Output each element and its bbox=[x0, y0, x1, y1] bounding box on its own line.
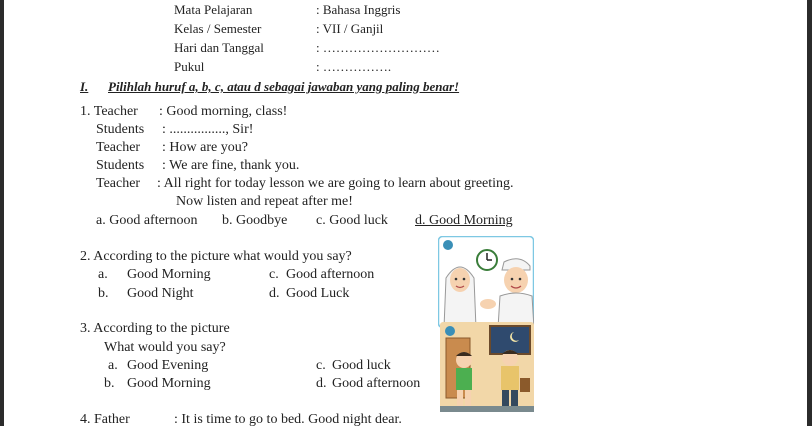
q2-option-text: Good Luck bbox=[286, 286, 350, 301]
time-value: : ……………. bbox=[316, 59, 392, 74]
q3-option-text: Good Morning bbox=[127, 376, 211, 391]
q1-line: : ................, Sir! bbox=[162, 122, 254, 137]
q3-option-letter: b. bbox=[104, 376, 115, 391]
q2-option-letter: a. bbox=[98, 267, 108, 282]
time-label: Pukul bbox=[174, 59, 205, 74]
q3-question: 3. According to the picture bbox=[80, 321, 230, 336]
q2-option-letter: d. bbox=[269, 286, 280, 301]
q3-question-continued: What would you say? bbox=[104, 340, 226, 355]
q4-line: : It is time to go to bed. Good night dear. bbox=[174, 412, 402, 427]
q2-option-text: Good Night bbox=[127, 286, 194, 301]
date-value: : ……………………… bbox=[316, 40, 440, 55]
q1-speaker: 1. Teacher bbox=[80, 104, 138, 119]
q2-option-letter: c. bbox=[269, 267, 279, 282]
q3-option-text: Good Evening bbox=[127, 358, 209, 373]
q1-line: : Good morning, class! bbox=[159, 104, 288, 119]
q1-option-d: d. Good Morning bbox=[415, 213, 513, 228]
q2-option-letter: b. bbox=[98, 286, 109, 301]
evening-illustration bbox=[440, 322, 534, 412]
q1-speaker: Students bbox=[96, 122, 145, 137]
q2-option-text: Good afternoon bbox=[286, 267, 375, 282]
q1-continuation: Now listen and repeat after me! bbox=[176, 194, 353, 209]
q3-option-letter: d. bbox=[316, 376, 327, 391]
section-instruction: Pilihlah huruf a, b, c, atau d sebagai jawaban yang paling benar! bbox=[108, 79, 460, 94]
q1-speaker: Teacher bbox=[96, 140, 141, 155]
section-number: I. bbox=[80, 79, 89, 94]
subject-label: Mata Pelajaran bbox=[174, 2, 253, 17]
greeting-picture bbox=[438, 236, 534, 328]
q3-option-letter: c. bbox=[316, 358, 326, 373]
q2-question: 2. According to the picture what would you say? bbox=[80, 249, 352, 264]
right-border bbox=[807, 0, 812, 426]
left-border bbox=[0, 0, 4, 426]
q1-line: : How are you? bbox=[162, 140, 248, 155]
q1-line: : We are fine, thank you. bbox=[162, 158, 300, 173]
q1-speaker: Teacher bbox=[96, 176, 141, 191]
class-value: : VII / Ganjil bbox=[316, 21, 384, 36]
q2-option-text: Good Morning bbox=[127, 267, 211, 282]
evening-picture bbox=[440, 322, 534, 412]
q1-option-b: b. Goodbye bbox=[222, 213, 288, 228]
date-label: Hari dan Tanggal bbox=[174, 40, 264, 55]
q1-option-c: c. Good luck bbox=[316, 213, 388, 228]
q1-line: : All right for today lesson we are going to learn about greeting. bbox=[157, 176, 514, 191]
greeting-illustration bbox=[438, 236, 534, 328]
q3-option-letter: a. bbox=[108, 358, 118, 373]
class-label: Kelas / Semester bbox=[174, 21, 262, 36]
q1-speaker: Students bbox=[96, 158, 145, 173]
q1-option-a: a. Good afternoon bbox=[96, 213, 198, 228]
subject-value: : Bahasa Inggris bbox=[316, 2, 401, 17]
q4-speaker: 4. Father bbox=[80, 412, 130, 427]
q3-option-text: Good afternoon bbox=[332, 376, 421, 391]
q3-option-text: Good luck bbox=[332, 358, 391, 373]
